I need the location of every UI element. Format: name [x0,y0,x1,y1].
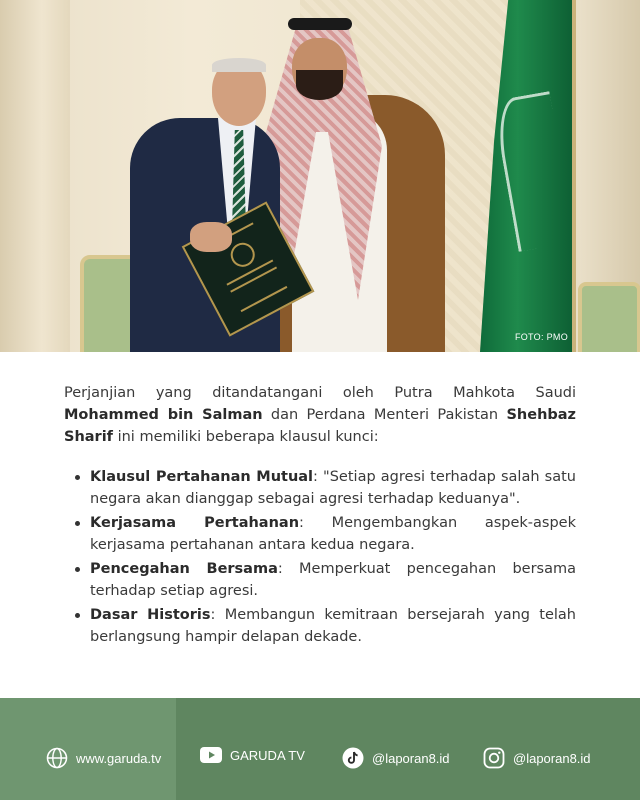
intro-name-prime-minister: Shehbaz Sharif [64,407,576,445]
person-left-hand [190,222,232,252]
list-item [64,466,576,510]
tiktok-label: @laporan8.id [372,750,450,766]
globe-icon [46,747,68,769]
person-left-hair [212,58,266,72]
youtube-icon [200,747,222,763]
intro-paragraph [64,382,576,448]
youtube-label: GARUDA TV [230,747,305,763]
clause-text: : Membangun kemitraan bersejarah yang telah berlangsung hampir delapan dekade. [90,607,576,645]
clause-title: Pencegahan Bersama [90,561,278,577]
bullet-icon [75,521,80,526]
photo-credit: FOTO: PMO [514,332,568,342]
youtube-link[interactable] [200,747,305,763]
flagpole [572,0,576,352]
tiktok-link[interactable] [342,747,450,769]
tiktok-icon [342,747,364,769]
bullet-icon [75,475,80,480]
bullet-icon [75,613,80,618]
bullet-icon [75,567,80,572]
person-right-beard [296,70,343,100]
clause-text: : Mengembangkan aspek-aspek kerjasama pertahanan antara kedua negara. [90,515,576,553]
list-item [64,512,576,556]
clause-title: Dasar Historis [90,607,211,623]
clause-text: : Memperkuat pencegahan bersama terhadap setiap agresi. [90,561,576,599]
clause-list [64,466,576,648]
footer-bar [0,698,640,800]
article-body [64,382,576,650]
curtain-left [0,0,70,352]
clause-text: : "Setiap agresi terhadap salah satu negara akan dianggap sebagai agresi terhadap keduanya". [90,469,576,507]
website-label: www.garuda.tv [76,750,162,766]
instagram-link[interactable] [483,747,591,769]
person-right-agal [288,18,352,30]
list-item [64,558,576,602]
news-photo [0,0,640,352]
instagram-icon [483,747,505,769]
intro-name-crown-prince: Mohammed bin Salman [64,407,263,423]
instagram-label: @laporan8.id [513,750,591,766]
intro-text: Perjanjian yang ditandatangani oleh Putra Mahkota Saudi [64,385,576,401]
list-item [64,604,576,648]
chair-right [578,282,640,352]
website-link[interactable] [46,747,161,769]
intro-text: dan Perdana Menteri Pakistan [262,407,507,423]
clause-title: Kerjasama Pertahanan [90,515,300,531]
clause-title: Klausul Pertahanan Mutual [90,469,314,485]
intro-text: ini memiliki beberapa klausul kunci: [112,429,379,445]
